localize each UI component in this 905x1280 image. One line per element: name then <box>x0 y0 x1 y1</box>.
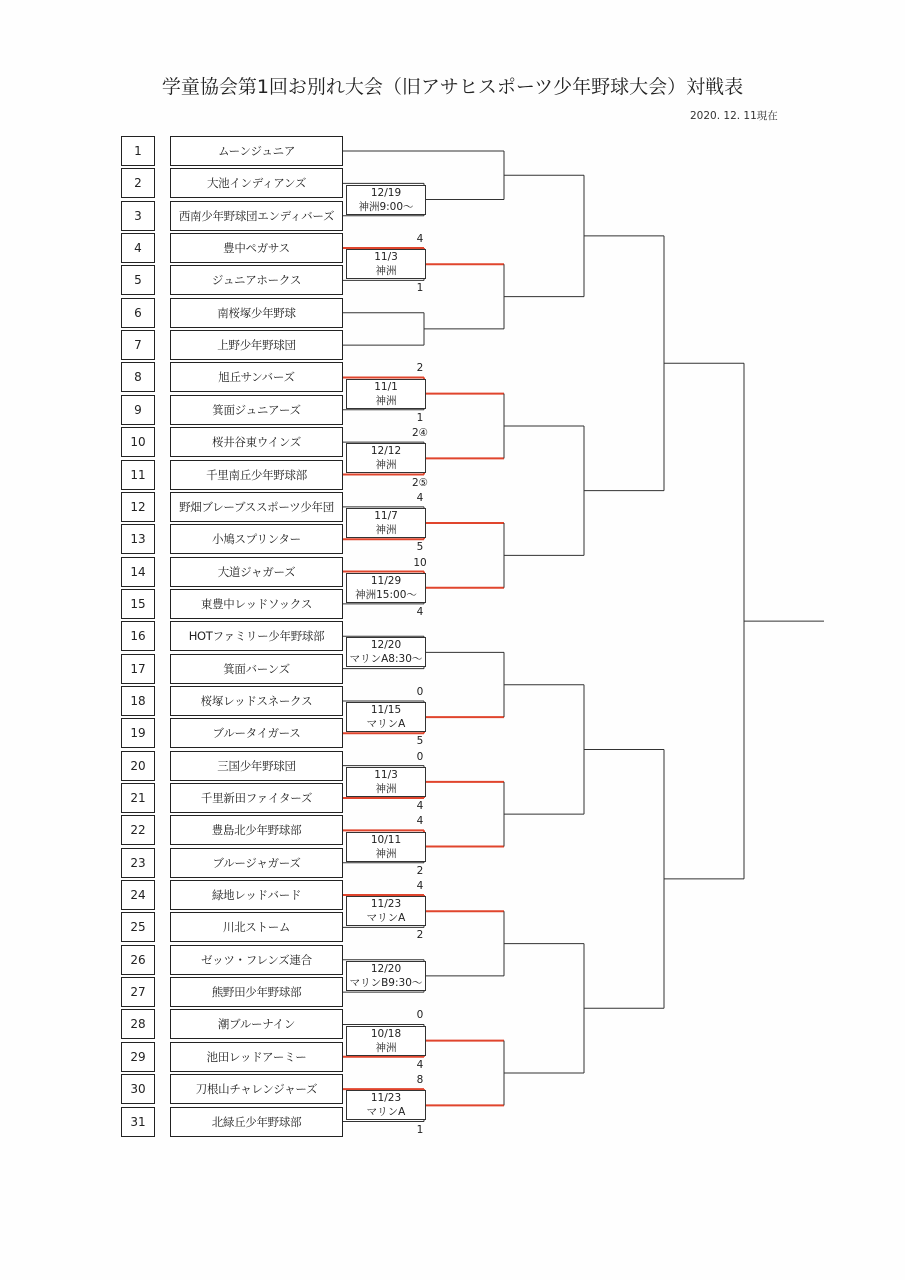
seed-number: 14 <box>121 557 155 587</box>
match-venue: マリンA <box>366 912 406 925</box>
score-bottom: 5 <box>416 541 424 554</box>
match-venue: マリンA <box>366 718 406 731</box>
match-venue: 神洲 <box>375 782 397 795</box>
team-name: HOTファミリー少年野球部 <box>170 621 343 651</box>
score-bottom: 1 <box>416 1123 424 1136</box>
match-date: 11/3 <box>374 251 398 264</box>
team-name: 上野少年野球団 <box>170 330 343 360</box>
team-name: 刀根山チャレンジャーズ <box>170 1074 343 1104</box>
match-date: 12/20 <box>370 639 402 652</box>
match-info <box>346 443 426 473</box>
match-venue: 神洲 <box>375 265 397 278</box>
seed-number: 25 <box>121 912 155 942</box>
team-name: 桜塚レッドスネークス <box>170 686 343 716</box>
team-name: 箕面ジュニアーズ <box>170 395 343 425</box>
team-name: ブルータイガース <box>170 718 343 748</box>
score-bottom: 2 <box>416 864 424 877</box>
seed-number: 16 <box>121 621 155 651</box>
seed-number: 29 <box>121 1042 155 1072</box>
seed-number: 7 <box>121 330 155 360</box>
score-top: 4 <box>416 491 424 504</box>
score-top: 10 <box>413 556 427 569</box>
match-venue: 神洲15:00～ <box>355 588 417 601</box>
team-name: 豊中ペガサス <box>170 233 343 263</box>
match-venue: 神洲 <box>375 394 397 407</box>
seed-number: 15 <box>121 589 155 619</box>
seed-number: 6 <box>121 298 155 328</box>
team-name: 緑地レッドバード <box>170 880 343 910</box>
match-date: 12/19 <box>370 186 402 199</box>
match-info <box>346 508 426 538</box>
match-date: 11/3 <box>374 768 398 781</box>
match-venue: 神洲 <box>375 1041 397 1054</box>
team-name: 桜井谷東ウインズ <box>170 427 343 457</box>
match-venue: マリンA8:30～ <box>349 653 423 666</box>
seed-number: 9 <box>121 395 155 425</box>
seed-number: 11 <box>121 460 155 490</box>
seed-number: 5 <box>121 265 155 295</box>
as-of-date: 2020. 12. 11現在 <box>690 110 778 122</box>
team-name: 箕面バーンズ <box>170 654 343 684</box>
match-date: 10/18 <box>370 1027 402 1040</box>
team-name: ムーンジュニア <box>170 136 343 166</box>
score-top: 4 <box>416 815 424 828</box>
match-venue: 神洲 <box>375 847 397 860</box>
score-bottom: 5 <box>416 735 424 748</box>
match-venue: 神洲9:00～ <box>358 200 414 213</box>
seed-number: 24 <box>121 880 155 910</box>
team-name: 潮ブルーナイン <box>170 1009 343 1039</box>
match-info <box>346 249 426 279</box>
match-date: 11/23 <box>370 1092 402 1105</box>
seed-number: 12 <box>121 492 155 522</box>
score-top: 4 <box>416 880 424 893</box>
team-name: 旭丘サンバーズ <box>170 362 343 392</box>
team-name: ブルージャガーズ <box>170 848 343 878</box>
team-name: 東豊中レッドソックス <box>170 589 343 619</box>
team-name: ゼッツ・フレンズ連合 <box>170 945 343 975</box>
seed-number: 28 <box>121 1009 155 1039</box>
seed-number: 4 <box>121 233 155 263</box>
match-info <box>346 1026 426 1056</box>
team-name: 千里南丘少年野球部 <box>170 460 343 490</box>
match-info <box>346 573 426 603</box>
match-info <box>346 185 426 215</box>
team-name: 三国少年野球団 <box>170 751 343 781</box>
seed-number: 30 <box>121 1074 155 1104</box>
team-name: 千里新田ファイターズ <box>170 783 343 813</box>
team-name: 北緑丘少年野球部 <box>170 1107 343 1137</box>
match-venue: マリンB9:30～ <box>349 976 423 989</box>
seed-number: 8 <box>121 362 155 392</box>
seed-number: 23 <box>121 848 155 878</box>
team-name: 大池インディアンズ <box>170 168 343 198</box>
match-date: 12/20 <box>370 962 402 975</box>
team-name: 小鳩スプリンター <box>170 524 343 554</box>
match-date: 11/23 <box>370 898 402 911</box>
match-info <box>346 767 426 797</box>
team-name: 豊島北少年野球部 <box>170 815 343 845</box>
match-info <box>346 961 426 991</box>
seed-number: 13 <box>121 524 155 554</box>
match-info <box>346 379 426 409</box>
score-top: 2④ <box>411 427 429 440</box>
match-date: 10/11 <box>370 833 402 846</box>
team-name: 野畑ブレーブススポーツ少年団 <box>170 492 343 522</box>
seed-number: 18 <box>121 686 155 716</box>
score-top: 0 <box>416 685 424 698</box>
team-name: ジュニアホークス <box>170 265 343 295</box>
seed-number: 21 <box>121 783 155 813</box>
seed-number: 20 <box>121 751 155 781</box>
score-top: 0 <box>416 1009 424 1022</box>
seed-number: 22 <box>121 815 155 845</box>
seed-number: 27 <box>121 977 155 1007</box>
score-bottom: 4 <box>416 605 424 618</box>
match-venue: 神洲 <box>375 524 397 537</box>
match-info <box>346 832 426 862</box>
team-name: 西南少年野球団エンディバーズ <box>170 201 343 231</box>
match-info <box>346 896 426 926</box>
seed-number: 19 <box>121 718 155 748</box>
seed-number: 26 <box>121 945 155 975</box>
score-top: 0 <box>416 750 424 763</box>
team-name: 熊野田少年野球部 <box>170 977 343 1007</box>
seed-number: 1 <box>121 136 155 166</box>
score-top: 4 <box>416 233 424 246</box>
seed-number: 17 <box>121 654 155 684</box>
seed-number: 31 <box>121 1107 155 1137</box>
team-name: 南桜塚少年野球 <box>170 298 343 328</box>
match-date: 11/15 <box>370 704 402 717</box>
match-date: 11/7 <box>374 510 398 523</box>
score-top: 8 <box>416 1074 424 1087</box>
match-venue: マリンA <box>366 1106 406 1119</box>
score-bottom: 1 <box>416 411 424 424</box>
score-bottom: 2⑤ <box>411 476 429 489</box>
match-date: 11/1 <box>374 380 398 393</box>
match-info <box>346 1090 426 1120</box>
team-name: 大道ジャガーズ <box>170 557 343 587</box>
page-title: 学童協会第1回お別れ大会（旧アサヒスポーツ少年野球大会）対戦表 <box>161 76 744 98</box>
seed-number: 10 <box>121 427 155 457</box>
score-bottom: 2 <box>416 929 424 942</box>
team-name: 川北ストーム <box>170 912 343 942</box>
match-date: 11/29 <box>370 574 402 587</box>
match-date: 12/12 <box>370 445 402 458</box>
match-info <box>346 637 426 667</box>
match-info <box>346 702 426 732</box>
score-bottom: 4 <box>416 800 424 812</box>
score-bottom: 4 <box>416 1058 424 1071</box>
score-bottom: 1 <box>416 282 424 295</box>
match-venue: 神洲 <box>375 459 397 472</box>
score-top: 2 <box>416 362 424 375</box>
seed-number: 3 <box>121 201 155 231</box>
seed-number: 2 <box>121 168 155 198</box>
team-name: 池田レッドアーミー <box>170 1042 343 1072</box>
